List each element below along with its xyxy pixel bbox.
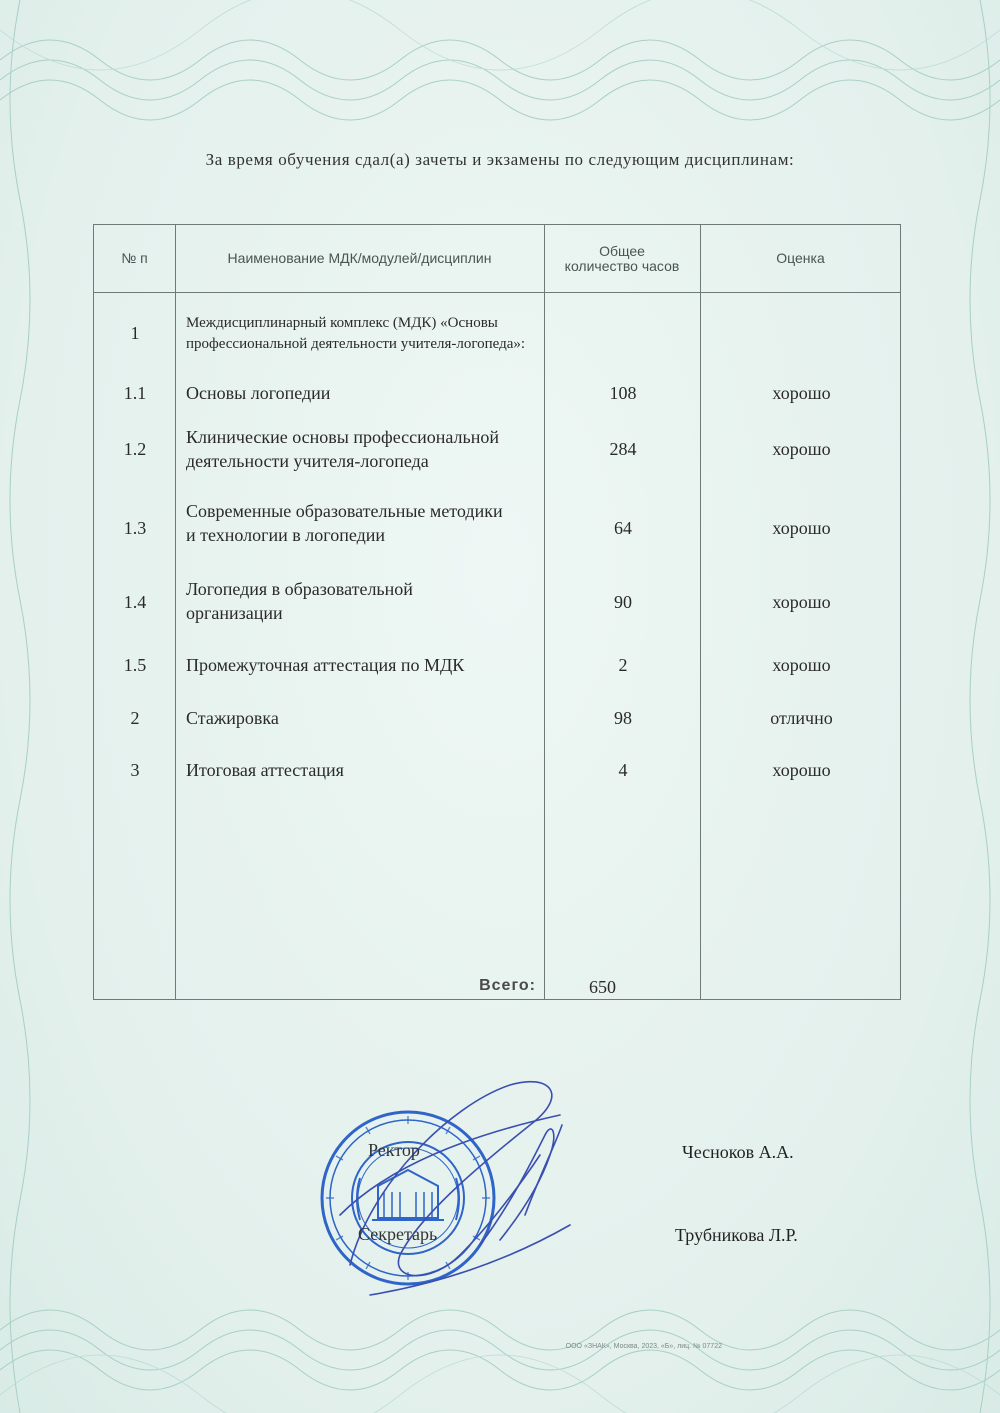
signature-scribble-icon xyxy=(330,1065,590,1315)
intro-text: За время обучения сдал(а) зачеты и экзамены по следующим дисциплинам: xyxy=(205,150,795,169)
total-label: Всего: xyxy=(479,977,536,994)
row-1-1-grade: хорошо xyxy=(772,383,831,403)
row-1-5-name: Промежуточная аттестация по МДК xyxy=(186,655,465,675)
row-1-5-grade: хорошо xyxy=(772,655,831,675)
row-1-4-grade: хорошо xyxy=(772,592,831,612)
row-2-num: 2 xyxy=(130,708,140,728)
row-2-name: Стажировка xyxy=(186,708,279,728)
rector-name: Чесноков А.А. xyxy=(682,1142,794,1162)
secretary-name: Трубникова Л.Р. xyxy=(675,1225,798,1245)
row-1-3-num: 1.3 xyxy=(123,518,147,538)
rector-label: Ректор xyxy=(368,1140,420,1160)
row-1-3-hours: 64 xyxy=(614,518,632,538)
row-1-2-hours: 284 xyxy=(609,439,637,459)
row-3-name: Итоговая аттестация xyxy=(186,760,344,780)
total-value: 650 xyxy=(589,977,616,997)
header-num: № п xyxy=(121,250,148,266)
row-1-1-hours: 108 xyxy=(609,383,637,403)
row-1-1-num: 1.1 xyxy=(123,383,147,403)
row-1-3-grade: хорошо xyxy=(772,518,831,538)
header-hours: Общее количество часов xyxy=(564,242,680,274)
row-1-2-num: 1.2 xyxy=(123,439,147,459)
printer-footer-note: ООО «ЗНАК», Москва, 2023, «Б», лиц. № 07722 xyxy=(565,1343,722,1350)
row-3-grade: хорошо xyxy=(772,760,831,780)
row-1-1-name: Основы логопедии xyxy=(186,383,331,403)
row-1-2-name: Клинические основы профессиональной деятельности учителя-логопеда xyxy=(186,427,499,471)
header-name: Наименование МДК/модулей/дисциплин xyxy=(227,250,492,266)
row-1-name: Междисциплинарный комплекс (МДК) «Основы профессиональной деятельности учителя-логопеда»: xyxy=(186,315,526,352)
row-1-4-num: 1.4 xyxy=(123,592,147,612)
row-1-4-name: Логопедия в образовательной организации xyxy=(186,579,413,623)
row-1-num: 1 xyxy=(130,323,140,343)
secretary-label: Секретарь xyxy=(358,1224,438,1244)
row-1-2-grade: хорошо xyxy=(772,439,831,459)
row-1-4-hours: 90 xyxy=(614,592,632,612)
disciplines-table xyxy=(93,224,901,1000)
row-1-3-name: Современные образовательные методики и технологии в логопедии xyxy=(186,501,503,545)
header-grade: Оценка xyxy=(776,250,825,266)
row-3-hours: 4 xyxy=(618,760,628,780)
row-2-hours: 98 xyxy=(614,708,632,728)
row-2-grade: отлично xyxy=(770,708,833,728)
row-3-num: 3 xyxy=(130,760,140,780)
row-1-5-hours: 2 xyxy=(618,655,628,675)
row-1-5-num: 1.5 xyxy=(123,655,147,675)
